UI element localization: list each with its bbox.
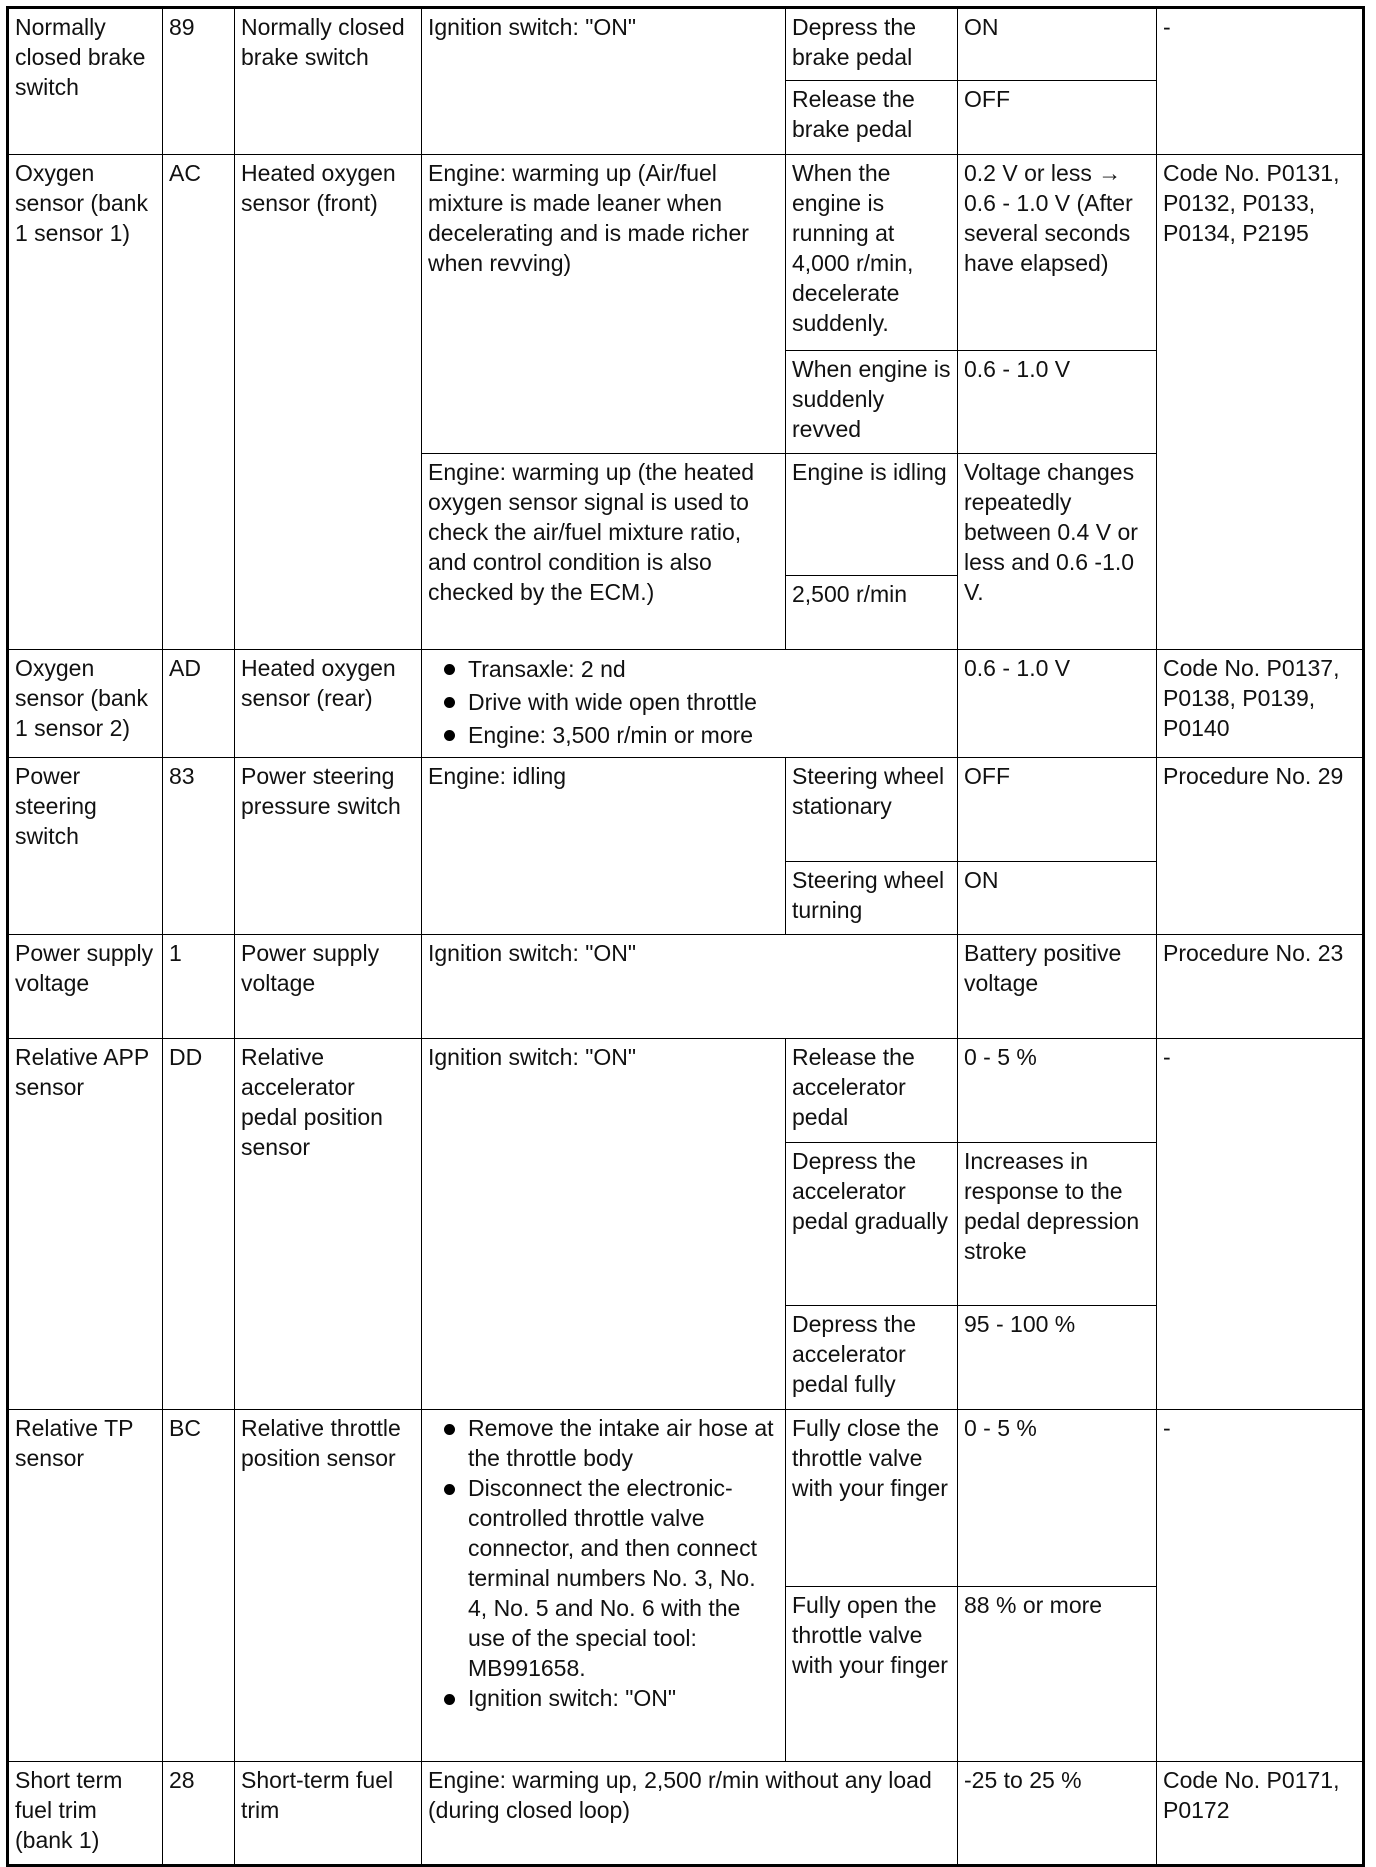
reference-cell: Code No. P0131, P0132, P0133, P0134, P2195 bbox=[1157, 155, 1364, 650]
check-condition-cell bbox=[422, 1410, 786, 1762]
list-item: Remove the intake air hose at the throttle body bbox=[428, 1413, 780, 1473]
item-cell: Power supply voltage bbox=[8, 935, 163, 1039]
list-item: Disconnect the electronic-controlled throttle valve connector, and then connect terminal numbers No. 3, No. 4, No. 5 and No. 6 with the use of the special tool: MB991658. bbox=[428, 1473, 780, 1683]
normal-condition-cell: OFF bbox=[958, 81, 1157, 155]
normal-condition-cell: ON bbox=[958, 8, 1157, 81]
normal-condition-cell: 0.6 - 1.0 V bbox=[958, 351, 1157, 454]
inspection-item-cell: Normally closed brake switch bbox=[235, 8, 422, 155]
item-cell: Power steering switch bbox=[8, 758, 163, 935]
check-condition-cell: Engine: warming up, 2,500 r/min without any load (during closed loop) bbox=[422, 1762, 958, 1866]
check-condition-list bbox=[428, 1413, 780, 1713]
inspection-item-cell: Relative throttle position sensor bbox=[235, 1410, 422, 1762]
requirement-cell: Release the accelerator pedal bbox=[786, 1039, 958, 1143]
item-no-cell: 83 bbox=[163, 758, 235, 935]
item-cell: Short term fuel trim (bank 1) bbox=[8, 1762, 163, 1866]
normal-condition-cell: OFF bbox=[958, 758, 1157, 862]
item-cell: Relative APP sensor bbox=[8, 1039, 163, 1410]
normal-condition-cell: Increases in response to the pedal depression stroke bbox=[958, 1143, 1157, 1306]
requirement-cell: Release the brake pedal bbox=[786, 81, 958, 155]
requirement-cell: 2,500 r/min bbox=[786, 576, 958, 650]
item-no-cell: BC bbox=[163, 1410, 235, 1762]
item-no-cell: 89 bbox=[163, 8, 235, 155]
inspection-item-cell: Heated oxygen sensor (rear) bbox=[235, 650, 422, 758]
reference-cell: Code No. P0137, P0138, P0139, P0140 bbox=[1157, 650, 1364, 758]
table-row bbox=[8, 1039, 1364, 1143]
check-condition-list bbox=[428, 653, 952, 752]
check-condition-cell: Ignition switch: "ON" bbox=[422, 8, 786, 155]
normal-condition-cell: 88 % or more bbox=[958, 1587, 1157, 1762]
table-row bbox=[8, 758, 1364, 862]
table-row bbox=[8, 650, 1364, 758]
item-cell: Normally closed brake switch bbox=[8, 8, 163, 155]
item-cell: Oxygen sensor (bank 1 sensor 1) bbox=[8, 155, 163, 650]
table-row bbox=[8, 8, 1364, 81]
reference-cell: Code No. P0171, P0172 bbox=[1157, 1762, 1364, 1866]
normal-condition-cell: 0 - 5 % bbox=[958, 1039, 1157, 1143]
table-row bbox=[8, 155, 1364, 351]
normal-condition-cell: 0.6 - 1.0 V bbox=[958, 650, 1157, 758]
item-cell: Oxygen sensor (bank 1 sensor 2) bbox=[8, 650, 163, 758]
requirement-cell: Depress the accelerator pedal gradually bbox=[786, 1143, 958, 1306]
inspection-item-cell: Heated oxygen sensor (front) bbox=[235, 155, 422, 650]
list-item: Transaxle: 2 nd bbox=[428, 653, 952, 686]
inspection-item-cell: Short-term fuel trim bbox=[235, 1762, 422, 1866]
check-condition-cell: Ignition switch: "ON" bbox=[422, 1039, 786, 1410]
normal-condition-cell: -25 to 25 % bbox=[958, 1762, 1157, 1866]
inspection-item-cell: Power steering pressure switch bbox=[235, 758, 422, 935]
requirement-cell: When the engine is running at 4,000 r/min, decelerate suddenly. bbox=[786, 155, 958, 351]
list-item: Drive with wide open throttle bbox=[428, 686, 952, 719]
requirement-cell: When engine is suddenly revved bbox=[786, 351, 958, 454]
reference-cell: - bbox=[1157, 8, 1364, 155]
reference-cell: - bbox=[1157, 1039, 1364, 1410]
requirement-cell: Fully close the throttle valve with your finger bbox=[786, 1410, 958, 1587]
item-no-cell: 28 bbox=[163, 1762, 235, 1866]
item-no-cell: 1 bbox=[163, 935, 235, 1039]
requirement-cell: Depress the brake pedal bbox=[786, 8, 958, 81]
item-no-cell: DD bbox=[163, 1039, 235, 1410]
check-condition-cell: Engine: idling bbox=[422, 758, 786, 935]
table-row bbox=[8, 1410, 1364, 1587]
check-condition-cell bbox=[422, 650, 958, 758]
requirement-cell: Fully open the throttle valve with your finger bbox=[786, 1587, 958, 1762]
data-list-sheet bbox=[6, 6, 1362, 1853]
reference-cell: Procedure No. 23 bbox=[1157, 935, 1364, 1039]
item-no-cell: AD bbox=[163, 650, 235, 758]
requirement-cell: Steering wheel turning bbox=[786, 862, 958, 935]
requirement-cell: Steering wheel stationary bbox=[786, 758, 958, 862]
reference-cell: - bbox=[1157, 1410, 1364, 1762]
normal-condition-cell: Battery positive voltage bbox=[958, 935, 1157, 1039]
requirement-cell: Engine is idling bbox=[786, 454, 958, 576]
normal-condition-cell: Voltage changes repeatedly between 0.4 V or less and 0.6 -1.0 V. bbox=[958, 454, 1157, 650]
inspection-item-cell: Relative accelerator pedal position sensor bbox=[235, 1039, 422, 1410]
list-item: Ignition switch: "ON" bbox=[428, 1683, 780, 1713]
requirement-cell: Depress the accelerator pedal fully bbox=[786, 1306, 958, 1410]
check-condition-cell: Engine: warming up (Air/fuel mixture is made leaner when decelerating and is made richer when revving) bbox=[422, 155, 786, 454]
normal-condition-cell: 95 - 100 % bbox=[958, 1306, 1157, 1410]
table-row bbox=[8, 935, 1364, 1039]
list-item: Engine: 3,500 r/min or more bbox=[428, 719, 952, 752]
inspection-item-cell: Power supply voltage bbox=[235, 935, 422, 1039]
normal-condition-cell: 0.2 V or less → 0.6 - 1.0 V (After several seconds have elapsed) bbox=[958, 155, 1157, 351]
data-list-table bbox=[6, 6, 1365, 1867]
normal-condition-cell: ON bbox=[958, 862, 1157, 935]
check-condition-cell: Engine: warming up (the heated oxygen sensor signal is used to check the air/fuel mixture ratio, and control condition is also checked by the ECM.) bbox=[422, 454, 786, 650]
normal-condition-cell: 0 - 5 % bbox=[958, 1410, 1157, 1587]
check-condition-cell: Ignition switch: "ON" bbox=[422, 935, 958, 1039]
item-cell: Relative TP sensor bbox=[8, 1410, 163, 1762]
item-no-cell: AC bbox=[163, 155, 235, 650]
reference-cell: Procedure No. 29 bbox=[1157, 758, 1364, 935]
table-row bbox=[8, 1762, 1364, 1866]
